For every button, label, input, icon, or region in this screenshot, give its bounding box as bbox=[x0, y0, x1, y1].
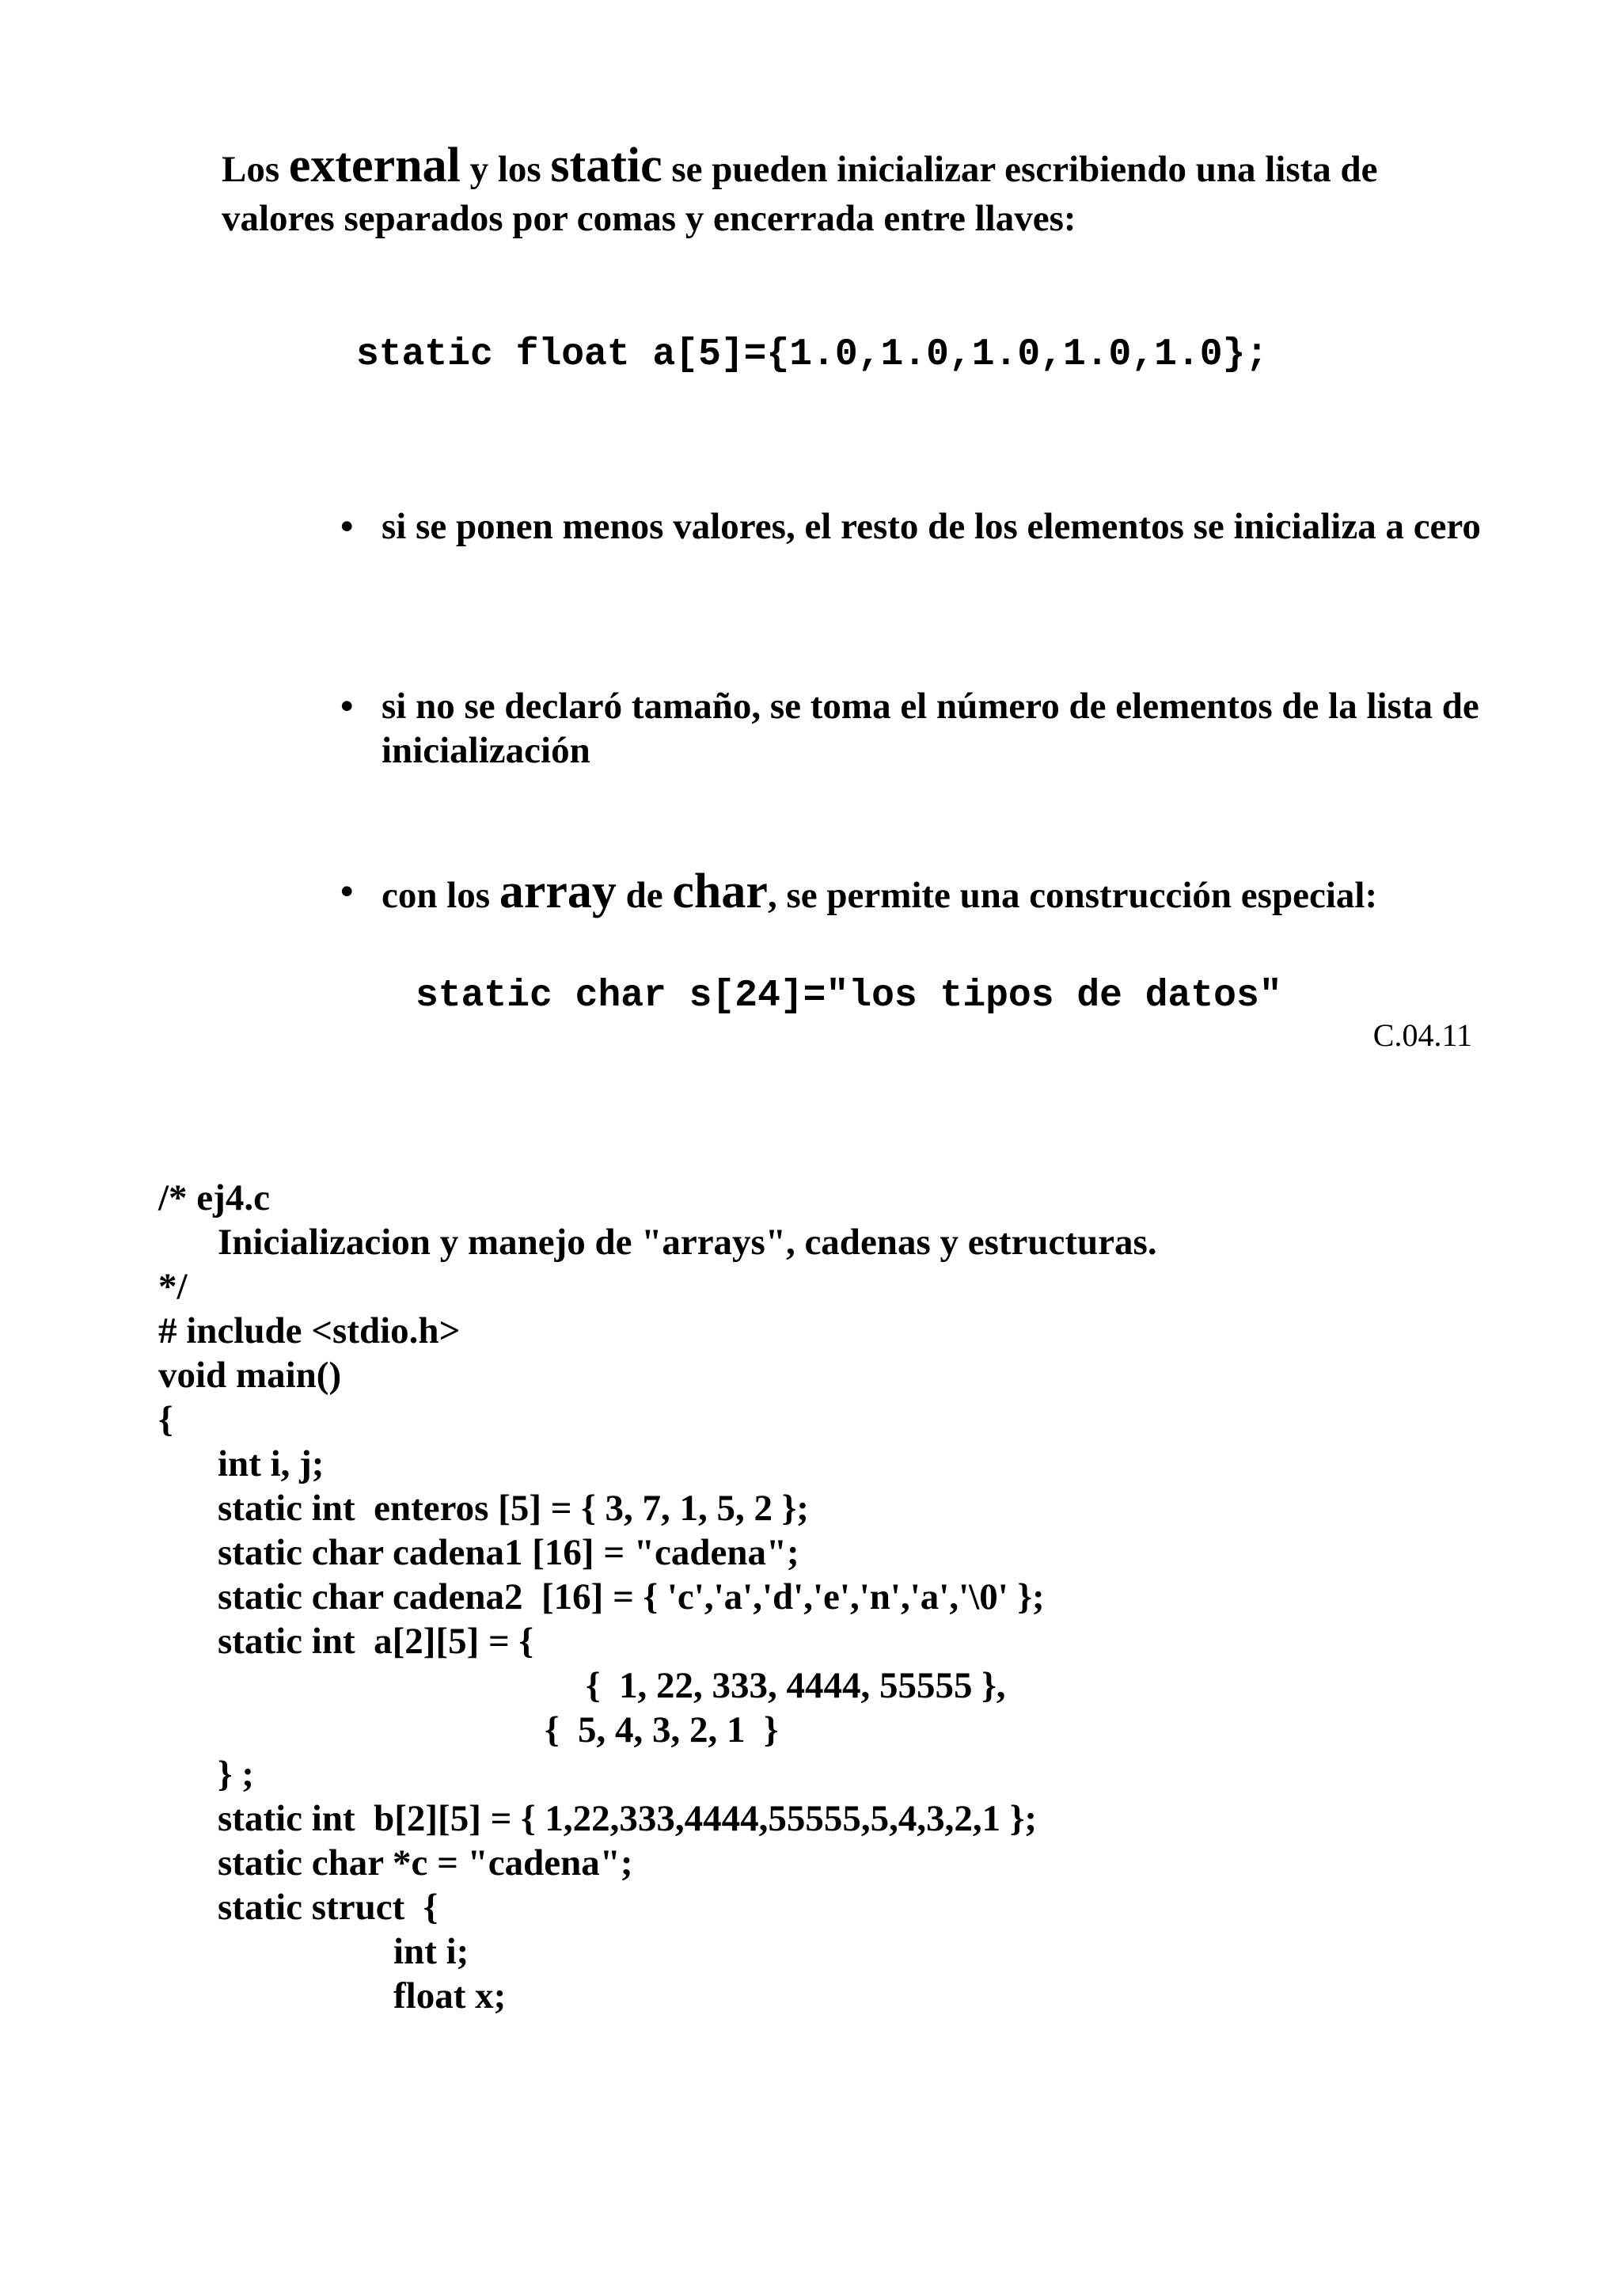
code-line: static int enteros [5] = { 3, 7, 1, 5, 2 }; bbox=[218, 1488, 809, 1529]
intro-text-3: se pueden inicializar escribiendo una lista de valores separados por comas y encerrada entre llaves: bbox=[222, 149, 1378, 239]
bullet-text bbox=[382, 865, 1488, 918]
code-example-char-string: static char s[24]="los tipos de datos" bbox=[416, 975, 1282, 1017]
code-line: { 5, 4, 3, 2, 1 } bbox=[545, 1709, 779, 1751]
intro-text-2: y los bbox=[460, 149, 551, 190]
code-line: int i; bbox=[393, 1931, 469, 1972]
keyword-array: array bbox=[499, 865, 617, 918]
code-line: { bbox=[158, 1399, 173, 1440]
bullet-text-part-2: de bbox=[616, 875, 673, 916]
code-line: /* ej4.c bbox=[158, 1177, 270, 1218]
bullet-char-arrays bbox=[340, 865, 1488, 918]
code-line: */ bbox=[158, 1266, 188, 1307]
bullet-text: si se ponen menos valores, el resto de los elementos se inicializa a cero bbox=[382, 506, 1481, 547]
code-line: # include <stdio.h> bbox=[158, 1310, 461, 1351]
code-line: static struct { bbox=[218, 1887, 438, 1928]
bullet-text-part-1: con los bbox=[382, 875, 499, 916]
code-line: { 1, 22, 333, 4444, 55555 }, bbox=[586, 1665, 1006, 1706]
bullet-dot-icon: • bbox=[340, 506, 354, 547]
code-line: void main() bbox=[158, 1355, 342, 1396]
bullet-dot-icon: • bbox=[340, 686, 354, 727]
code-line: static int b[2][5] = { 1,22,333,4444,55555,5,4,3,2,1 }; bbox=[218, 1798, 1038, 1839]
bullet-fewer-values bbox=[340, 504, 1488, 549]
keyword-static: static bbox=[550, 139, 662, 192]
code-line: int i, j; bbox=[218, 1443, 325, 1484]
bullet-text-part-3: , se permite una construcción especial: bbox=[767, 875, 1378, 916]
code-line: Inicializacion y manejo de "arrays", cadenas y estructuras. bbox=[218, 1222, 1157, 1263]
code-line: static int a[2][5] = { bbox=[218, 1621, 534, 1662]
bullet-no-size bbox=[340, 684, 1488, 773]
intro-paragraph bbox=[222, 141, 1488, 243]
code-line: } ; bbox=[218, 1754, 254, 1795]
code-line: static char cadena1 [16] = "cadena"; bbox=[218, 1532, 799, 1573]
code-line: float x; bbox=[393, 1975, 507, 2017]
bullet-text: si no se declaró tamaño, se toma el número de elementos de la lista de inicialización bbox=[382, 686, 1479, 771]
bullet-dot-icon: • bbox=[340, 871, 354, 912]
slide-reference: C.04.11 bbox=[1372, 1017, 1472, 1053]
code-example-float-array: static float a[5]={1.0,1.0,1.0,1.0,1.0}; bbox=[356, 333, 1269, 376]
keyword-external: external bbox=[288, 139, 461, 192]
keyword-char: char bbox=[672, 865, 768, 918]
intro-text-1: Los bbox=[222, 149, 289, 190]
code-line: static char *c = "cadena"; bbox=[218, 1842, 633, 1884]
code-line: static char cadena2 [16] = { 'c','a','d','e','n','a','\0' }; bbox=[218, 1576, 1045, 1617]
